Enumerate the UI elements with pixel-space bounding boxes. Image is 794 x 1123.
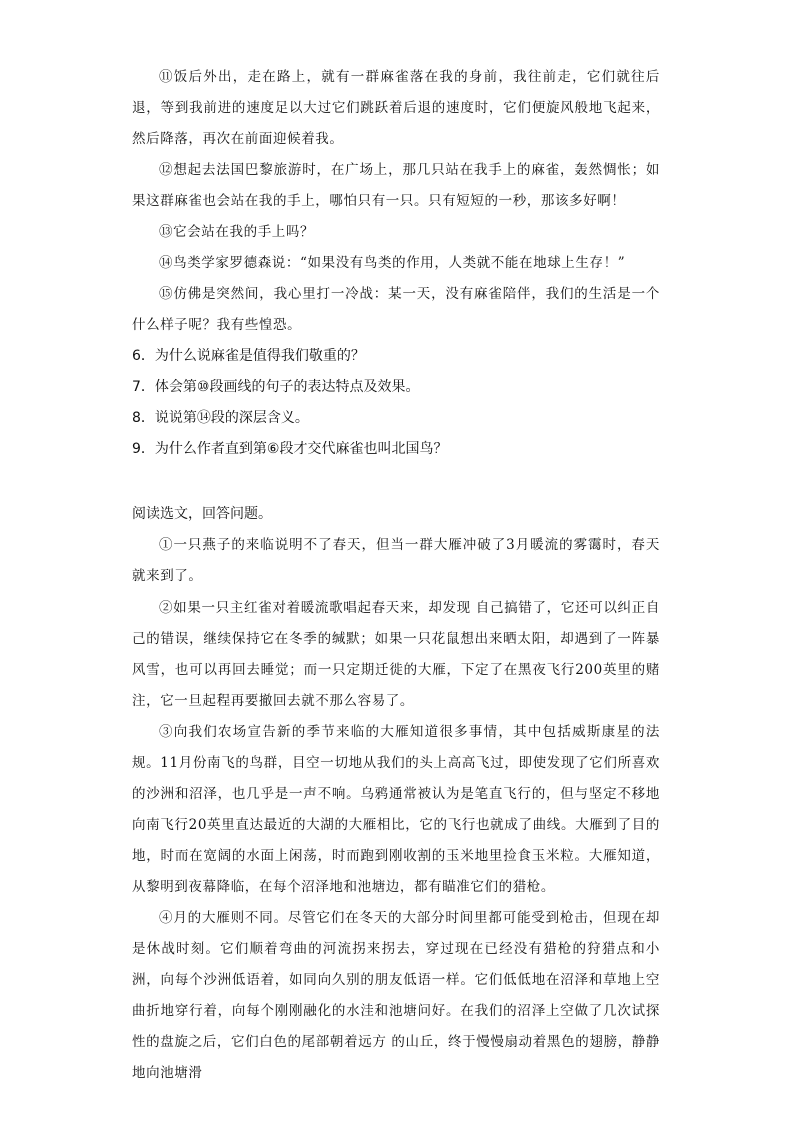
question-9: 9．为什么作者直到第⑥段才交代麻雀也叫北国鸟？ [132,441,448,457]
question-8: 8．说说第⑭段的深层含义。 [132,410,309,426]
passage2-paragraph-1: ①一只燕子的来临说明不了春天，但当一群大雁冲破了3月暖流的雾霭时，春天就来到了。 [132,537,660,584]
passage1-paragraph-12: ⑫想起去法国巴黎旅游时，在广场上，那几只站在我手上的麻雀，轰然惆怅；如果这群麻雀也会站在我的手上，哪怕只有一只。只有短短的一秒，那该多好啊！ [132,162,660,209]
passage1-paragraph-14: ⑭鸟类学家罗德森说：“如果没有鸟类的作用，人类就不能在地球上生存！” [159,255,626,271]
passage2-paragraph-3: ③向我们农场宣告新的季节来临的大雁知道很多事情，其中包括威斯康星的法规。11月份南飞的鸟群，目空一切地从我们的头上高高飞过，即使发现了它们所喜欢的沙洲和沼泽，也几乎是一声不响。乌鸦通常被认为是笔直飞行的，但与坚定不移地向南飞行20英里直达最近的大湖的大雁相比，它的飞行也就成了曲线。大雁到了目的地，时而在宽阔的水面上闲荡，时而跑到刚收割的玉米地里捡食玉米粒。大雁知道，从黎明到夜幕降临，在每个沼泽地和池塘边，都有瞄准它们的猎枪。 [132,724,660,895]
question-6: 6．为什么说麻雀是值得我们敬重的？ [132,348,365,364]
passage2-intro: 阅读选文，回答问题。 [132,506,272,522]
passage1-paragraph-13: ⑬它会站在我的手上吗？ [159,224,315,240]
passage2-paragraph-4: ④月的大雁则不同。尽管它们在冬天的大部分时间里都可能受到枪击，但现在却是休战时刻。它们顺着弯曲的河流拐来拐去，穿过现在已经没有猎枪的狩猎点和小洲，向每个沙洲低语着，如同向久别的朋友低语一样。它们低低地在沼泽和草地上空曲折地穿行着，向每个刚刚融化的水洼和池塘问好。在我们的沼泽上空做了几次试探性的盘旋之后，它们白色的尾部朝着远方 的山丘，终于慢慢扇动着黑色的翅膀，静静地向池塘滑 [132,910,660,1081]
passage1-paragraph-11: ⑪饭后外出，走在路上，就有一群麻雀落在我的身前，我往前走，它们就往后退，等到我前进的速度足以大过它们跳跃着后退的速度时，它们便旋风般地飞起来，然后降落，再次在前面迎候着我。 [132,69,660,147]
passage2-paragraph-2: ②如果一只主红雀对着暖流歌唱起春天来，却发现 自己搞错了，它还可以纠正自己的错误，继续保持它在冬季的缄默；如果一只花鼠想出来晒太阳，却遇到了一阵暴风雪，也可以再回去睡觉；而一只定期迁徙的大雁，下定了在黑夜飞行200英里的赌注，它一旦起程再要撤回去就不那么容易了。 [132,600,660,709]
question-7: 7．体会第⑩段画线的句子的表达特点及效果。 [132,379,420,395]
passage1-paragraph-15: ⑮仿佛是突然间，我心里打一冷战：某一天，没有麻雀陪伴，我们的生活是一个什么样子呢？我有些惶恐。 [132,286,660,333]
